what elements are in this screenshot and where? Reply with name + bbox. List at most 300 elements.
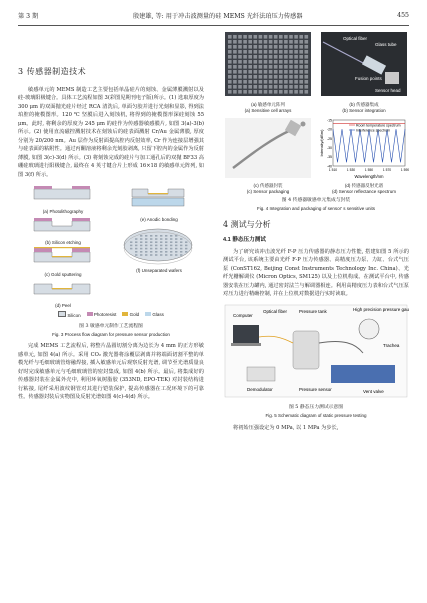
sensor-cell (279, 80, 283, 84)
fig5-vent-valve-label: Vent valve (363, 388, 384, 394)
sensor-cell (233, 40, 237, 44)
fig3e-label: (e) Anodic bonding (140, 216, 178, 222)
sensor-cell (233, 80, 237, 84)
wafer-die (135, 254, 137, 256)
sensor-cell (289, 35, 293, 39)
fig4b-sensor-integration (319, 30, 409, 98)
sensor-cell (259, 60, 263, 64)
fig4b-label-cn: (b) 传感器集成 (349, 101, 379, 107)
sensor-cell (299, 65, 303, 69)
sensor-cell (279, 85, 283, 89)
fig4a-label-cn: (a) 敏感单元阵列 (251, 101, 285, 107)
wafer-die (155, 251, 157, 253)
sensor-cell (233, 60, 237, 64)
fig4d-reflectance-chart (319, 116, 409, 180)
sensor-cell (238, 90, 242, 94)
wafer-die (165, 241, 167, 243)
sensor-cell (284, 70, 288, 74)
sensor-cell (238, 60, 242, 64)
wafer-die (170, 247, 172, 249)
sensor-cell (299, 45, 303, 49)
sensor-cell (289, 50, 293, 54)
sensor-cell (233, 85, 237, 89)
sensor-cell (305, 45, 309, 49)
wafer-die (135, 241, 137, 243)
y-tick-label: -25 (326, 136, 332, 141)
section-3-title: 3 传感器制造技术 (18, 67, 87, 76)
fig4d-legend-interference: Interference spectrum (356, 128, 391, 132)
fig3a-label: (a) Photolithography (42, 208, 84, 214)
wafer-die (185, 251, 187, 253)
wafer-die (145, 238, 147, 240)
sensor-cell (248, 60, 252, 64)
sensor-cell (284, 90, 288, 94)
wafer-die (150, 244, 152, 246)
sensor-cell (289, 40, 293, 44)
sensor-cell (243, 90, 247, 94)
sensor-cell (305, 35, 309, 39)
sensor-cell (248, 35, 252, 39)
sensor-cell (259, 40, 263, 44)
sensor-cell (243, 45, 247, 49)
sensor-cell (238, 80, 242, 84)
wafer-die (150, 254, 152, 256)
wafer-die (165, 251, 167, 253)
fig4-caption-en: Fig. 4 Integration and packaging of sensor' s sensitive units (257, 206, 375, 211)
sensor-cell (284, 50, 288, 54)
sensor-cell (228, 80, 232, 84)
sensor-cell (284, 80, 288, 84)
sensor-cell (299, 40, 303, 44)
fig4b-sensor-head-label: Sensor head (375, 88, 401, 93)
wafer-die (130, 247, 132, 249)
sensor-cell (299, 35, 303, 39)
sensor-cell (228, 75, 232, 79)
sensor-cell (299, 70, 303, 74)
wafer-die (170, 238, 172, 240)
sensor-cell (294, 70, 298, 74)
sensor-cell (248, 45, 252, 49)
sensor-cell (269, 40, 273, 44)
wafer-die (180, 241, 182, 243)
sensor-cell (294, 45, 298, 49)
sensor-cell (305, 40, 309, 44)
sensor-cell (305, 60, 309, 64)
fig4-caption-cn: 图 4 传感器敏感单元集成与封装 (281, 198, 351, 203)
sensor-cell (259, 65, 263, 69)
sensor-cell (294, 40, 298, 44)
wafer-die (145, 241, 147, 243)
sensor-cell (243, 40, 247, 44)
sensor-cell (264, 35, 268, 39)
sensor-cell (259, 80, 263, 84)
x-tick-label: 1 570 (382, 167, 392, 172)
fig3e-anodic-bonding (114, 183, 202, 213)
wafer-die (180, 238, 182, 240)
sensor-cell (279, 55, 283, 59)
wafer-die (140, 235, 142, 237)
sensor-cell (254, 90, 258, 94)
fig3b-label: (b) Silicon etching (45, 240, 81, 245)
wafer-die (165, 244, 167, 246)
sensor-cell (269, 75, 273, 79)
sensor-cell (228, 65, 232, 69)
sensor-cell (243, 70, 247, 74)
sensor-cell (279, 90, 283, 94)
wafer-die (180, 251, 182, 253)
sensor-cell (299, 85, 303, 89)
sensor-cell (305, 50, 309, 54)
fig4d-xlabel: Wavelength/nm (354, 173, 384, 179)
wafer-die (155, 247, 157, 249)
fig3f-label: (f) Unseparated wafers (136, 268, 182, 273)
fig4c-label-cn: (c) 传感器封装 (253, 183, 283, 188)
sensor-cell (274, 40, 278, 44)
wafer-die (180, 254, 182, 256)
sensor-cell (248, 85, 252, 89)
sensor-cell (289, 45, 293, 49)
sensor-cell (238, 40, 242, 44)
sensor-cell (254, 35, 258, 39)
sensor-cell (279, 45, 283, 49)
sensor-cell (299, 50, 303, 54)
fig5-computer-label: Computer (233, 312, 253, 318)
wafer-die (135, 247, 137, 249)
sensor-cell (279, 35, 283, 39)
sensor-cell (284, 45, 288, 49)
sensor-cell (269, 45, 273, 49)
sensor-cell (228, 35, 232, 39)
sensor-cell (238, 75, 242, 79)
sensor-cell (269, 70, 273, 74)
sensor-cell (238, 65, 242, 69)
sensor-cell (284, 40, 288, 44)
wafer-die (155, 244, 157, 246)
sensor-cell (264, 45, 268, 49)
legend-glass: Glass (152, 312, 164, 317)
sensor-cell (228, 40, 232, 44)
sensor-cell (233, 55, 237, 59)
wafer-die (180, 244, 182, 246)
sensor-cell (269, 80, 273, 84)
sensor-cell (305, 75, 309, 79)
sensor-cell (254, 85, 258, 89)
fig4b-label-en: (b) Sensor integration (342, 107, 386, 113)
wafer-die (165, 247, 167, 249)
sensor-cell (228, 85, 232, 89)
wafer-die (165, 254, 167, 256)
sensor-cell (233, 90, 237, 94)
wafer-die (140, 251, 142, 253)
wafer-die (140, 244, 142, 246)
sensor-cell (259, 55, 263, 59)
wafer-die (175, 235, 177, 237)
wafer-die (180, 247, 182, 249)
wafer-die (140, 238, 142, 240)
fig3-caption-cn: 图 3 敏感单元制作工艺流程图 (79, 323, 143, 329)
sensor-cell (279, 40, 283, 44)
running-header (18, 8, 409, 26)
fig4d-legend-room: Room temperature spectrum (356, 123, 401, 127)
wafer-die (170, 235, 172, 237)
left-column (18, 30, 204, 402)
sensor-cell (259, 50, 263, 54)
section-4-para-2: 将初始压强设定为 0 MPa, 以 1 MPa 为步长, (233, 424, 339, 431)
wafer-die (160, 254, 162, 256)
fig5-trachea-label: Trachea (383, 342, 400, 348)
wafer-die (170, 241, 172, 243)
fig4d-label-en: (d) Sensor reflectance spectrum (331, 189, 397, 194)
sensor-cell (248, 50, 252, 54)
sensor-cell (233, 75, 237, 79)
sensor-cell (254, 75, 258, 79)
fig3-caption-en: Fig. 3 Process flow diagram for pressure sensor production (52, 331, 170, 337)
fig3d-peel (18, 278, 106, 300)
wafer-die (175, 251, 177, 253)
fig3c-gold-sputtering (18, 246, 106, 268)
sensor-cell (248, 90, 252, 94)
wafer-die (150, 241, 152, 243)
sensor-cell (228, 55, 232, 59)
sensor-cell (254, 55, 258, 59)
sensor-cell (274, 75, 278, 79)
sensor-cell (238, 85, 242, 89)
sensor-cell (279, 60, 283, 64)
page-number: 455 (397, 11, 409, 19)
sensor-cell (233, 35, 237, 39)
sensor-cell (269, 90, 273, 94)
sensor-cell (289, 90, 293, 94)
fig3d-label: (d) Peel (55, 303, 71, 308)
fig3a-photolithography (18, 183, 106, 205)
sensor-cell (294, 35, 298, 39)
wafer-die (175, 238, 177, 240)
sensor-cell (259, 90, 263, 94)
wafer-die (165, 238, 167, 240)
x-tick-label: 1 530 (346, 167, 356, 172)
sensor-cell (289, 65, 293, 69)
wafer-die (175, 254, 177, 256)
fig5-pressure-sensor-label: Pressure sensor (299, 386, 332, 392)
sensor-cell (259, 85, 263, 89)
sensor-cell (243, 75, 247, 79)
sensor-cell (284, 60, 288, 64)
sensor-cell (254, 70, 258, 74)
sensor-cell (243, 80, 247, 84)
sensor-cell (274, 85, 278, 89)
sensor-cell (243, 85, 247, 89)
wafer-die (150, 235, 152, 237)
fig3-legend (18, 311, 204, 321)
fig3f-unseparated-wafers (114, 223, 202, 265)
sensor-cell (238, 45, 242, 49)
sensor-cell (299, 55, 303, 59)
x-tick-label: 1 590 (400, 167, 409, 172)
sensor-cell (279, 75, 283, 79)
sensor-cell (305, 70, 309, 74)
fig5-test-diagram (223, 303, 409, 399)
x-tick-label: 1 550 (364, 167, 374, 172)
sensor-cell (269, 55, 273, 59)
sensor-cell (254, 50, 258, 54)
wafer-die (130, 241, 132, 243)
wafer-die (130, 244, 132, 246)
figure-3 (18, 183, 204, 338)
sensor-cell (289, 55, 293, 59)
sensor-cell (264, 55, 268, 59)
running-title: 殷建雄, 等: 用于冲击波测量的硅 MEMS 光纤法珀压力传感器 (132, 12, 303, 20)
sensor-cell (284, 85, 288, 89)
sensor-cell (243, 35, 247, 39)
x-tick-label: 1 510 (328, 167, 338, 172)
sensor-cell (228, 45, 232, 49)
sensor-cell (259, 75, 263, 79)
sensor-cell (269, 85, 273, 89)
fig3c-label: (c) Gold sputtering (44, 271, 82, 277)
sensor-cell (279, 50, 283, 54)
sensor-cell (294, 50, 298, 54)
sensor-cell (264, 85, 268, 89)
wafer-die (175, 244, 177, 246)
sensor-cell (264, 50, 268, 54)
fig4d-ylabel: Intensity/(dBm) (319, 129, 324, 156)
sensor-cell (305, 85, 309, 89)
wafer-die (145, 235, 147, 237)
sensor-cell (274, 60, 278, 64)
sensor-cell (274, 35, 278, 39)
sensor-cell (284, 35, 288, 39)
wafer-die (170, 251, 172, 253)
fig4c-sensor-packaging (223, 116, 313, 180)
sensor-cell (264, 75, 268, 79)
fig5-caption-en: Fig. 5 Schematic diagram of static pressure testing (265, 413, 367, 418)
sensor-cell (274, 45, 278, 49)
sensor-cell (248, 55, 252, 59)
sensor-cell (284, 55, 288, 59)
sensor-cell (274, 90, 278, 94)
sensor-cell (305, 90, 309, 94)
wafer-die (145, 244, 147, 246)
sensor-cell (264, 80, 268, 84)
wafer-die (185, 241, 187, 243)
subsection-4-1-title: 4.1 静态压力测试 (223, 237, 266, 243)
wafer-die (150, 238, 152, 240)
issue-label: 第 3 期 (18, 12, 39, 20)
wafer-die (145, 254, 147, 256)
sensor-cell (299, 75, 303, 79)
wafer-die (135, 244, 137, 246)
sensor-cell (299, 80, 303, 84)
sensor-cell (264, 60, 268, 64)
fig5-pressure-tank-label: Pressure tank (299, 308, 327, 314)
sensor-cell (274, 55, 278, 59)
sensor-cell (243, 65, 247, 69)
wafer-die (145, 251, 147, 253)
sensor-cell (248, 40, 252, 44)
wafer-die (170, 254, 172, 256)
sensor-cell (269, 50, 273, 54)
sensor-cell (279, 65, 283, 69)
sensor-cell (228, 60, 232, 64)
sensor-cell (289, 70, 293, 74)
sensor-cell (279, 70, 283, 74)
wafer-die (160, 251, 162, 253)
sensor-cell (243, 60, 247, 64)
sensor-cell (264, 40, 268, 44)
sensor-cell (264, 70, 268, 74)
sensor-cell (305, 55, 309, 59)
sensor-cell (294, 55, 298, 59)
wafer-die (185, 247, 187, 249)
sensor-cell (294, 65, 298, 69)
wafer-die (155, 241, 157, 243)
sensor-cell (238, 50, 242, 54)
sensor-cell (248, 65, 252, 69)
fig4b-fusion-points-label: Fusion points (355, 76, 382, 81)
sensor-cell (254, 40, 258, 44)
section-3-para-1: 敏感单元的 MEMS 制造工艺主要包括单晶硅片的刻蚀、金属薄膜溅射以及硅-玻璃阳极键合。具体工艺流程如图 3(彩图见期刊电子版)所示。(1) 选取厚度为 300 μm 的双面抛光硅片经过 RCA 清洗后, 单面匀胶并进行光刻和显影, 得到法珀腔的掩模图形。120 ℃ 坚膜后进入刻蚀机, 将得到的掩模图形深硅刻蚀 55 μm。此时, 将剩余的厚度为 245 μm 的硅作为传感器敏感膜片, 如图 3(a)-3(b) 所示。(2) 使用直流磁控溅射技术在刻蚀后的硅表面溅射 Cr/Au 金属薄膜, 厚度分别为 20/200 nm。Au 层作为反射面提高腔内反射效率, Cr 作为连接层增强其与硅表面的粘附性。通过丙酮溶液将剩余光刻胶剥离, 只留下腔内的金属作为反射薄膜, 如图 3(c)-3(d) 所示。(3) 将刻蚀完成的硅片与加工通孔后的双抛 BF33 高硼硅玻璃进行阳极键合, 最终在 4 英寸键合片上形成 16×18 的敏感单元阵列, 如图 3(f) 所示。 (18, 86, 204, 178)
y-tick-label: -35 (326, 154, 332, 159)
section-3-para-2: 完成 MEMS 工艺流程后, 将整片晶圆切割分离为边长为 4 mm 的正方形敏感单元, 如图 4(a) 所示。采用 CO₂ 激光器将涂覆层剥离并将端面切割平整的单模光纤与毛细玻璃管熔融焊接, 插入敏感单元后观察反射光谱, 调节至光谱质量良好时完成敏感单元与毛细玻璃管的密封集成, 如图 4(b) 所示。最后, 将集成好的传感器封装在金属外壳中, 利用环氧树脂胶 (353ND, EPO-TEK) 对封装结构进行粘接, 尾纤采用波纹钢管对其进行铠装保护, 提高传感器在工况环境下的可靠性。传感器封装后实物图及反射光谱如图 4(c)-4(d) 所示。 (18, 343, 204, 400)
wafer-die (150, 251, 152, 253)
sensor-cell (238, 35, 242, 39)
fig4a-cell-array (223, 30, 313, 98)
wafer-die (175, 247, 177, 249)
y-tick-label: -20 (326, 127, 332, 132)
y-tick-label: -15 (326, 117, 332, 122)
wafer-die (175, 241, 177, 243)
wafer-die (185, 244, 187, 246)
fig5-caption-cn: 图 5 静态压力测试示意图 (288, 405, 344, 410)
fig3b-silicon-etching (18, 215, 106, 237)
fig4b-optical-fiber-label: Optical fiber (343, 36, 368, 41)
wafer-die (170, 244, 172, 246)
sensor-cell (243, 50, 247, 54)
sensor-cell (294, 60, 298, 64)
wafer-die (135, 238, 137, 240)
sensor-cell (294, 90, 298, 94)
sensor-cell (294, 75, 298, 79)
sensor-cell (274, 65, 278, 69)
y-tick-label: -30 (326, 145, 332, 150)
sensor-cell (294, 85, 298, 89)
wafer-die (140, 254, 142, 256)
fig5-gauge-label: High precision pressure gauge (353, 306, 409, 312)
sensor-cell (264, 65, 268, 69)
sensor-cell (284, 75, 288, 79)
sensor-cell (269, 35, 273, 39)
sensor-cell (233, 50, 237, 54)
sensor-cell (259, 35, 263, 39)
fig5-demodulator-label: Demodulator (247, 386, 273, 392)
fig4a-label-en: (a) Sensitive cell arrays (244, 107, 292, 113)
figure-4 (223, 30, 409, 213)
sensor-cell (299, 60, 303, 64)
wafer-die (155, 235, 157, 237)
wafer-die (160, 247, 162, 249)
sensor-cell (248, 75, 252, 79)
legend-photoresist: Photoresist (93, 312, 117, 317)
sensor-cell (305, 80, 309, 84)
sensor-cell (248, 70, 252, 74)
figure-5 (223, 303, 409, 420)
wafer-die (145, 247, 147, 249)
wafer-die (140, 241, 142, 243)
right-column (223, 30, 409, 432)
y-tick-label: -40 (326, 163, 332, 168)
sensor-cell (305, 65, 309, 69)
legend-silicon: Silicon (67, 313, 81, 318)
